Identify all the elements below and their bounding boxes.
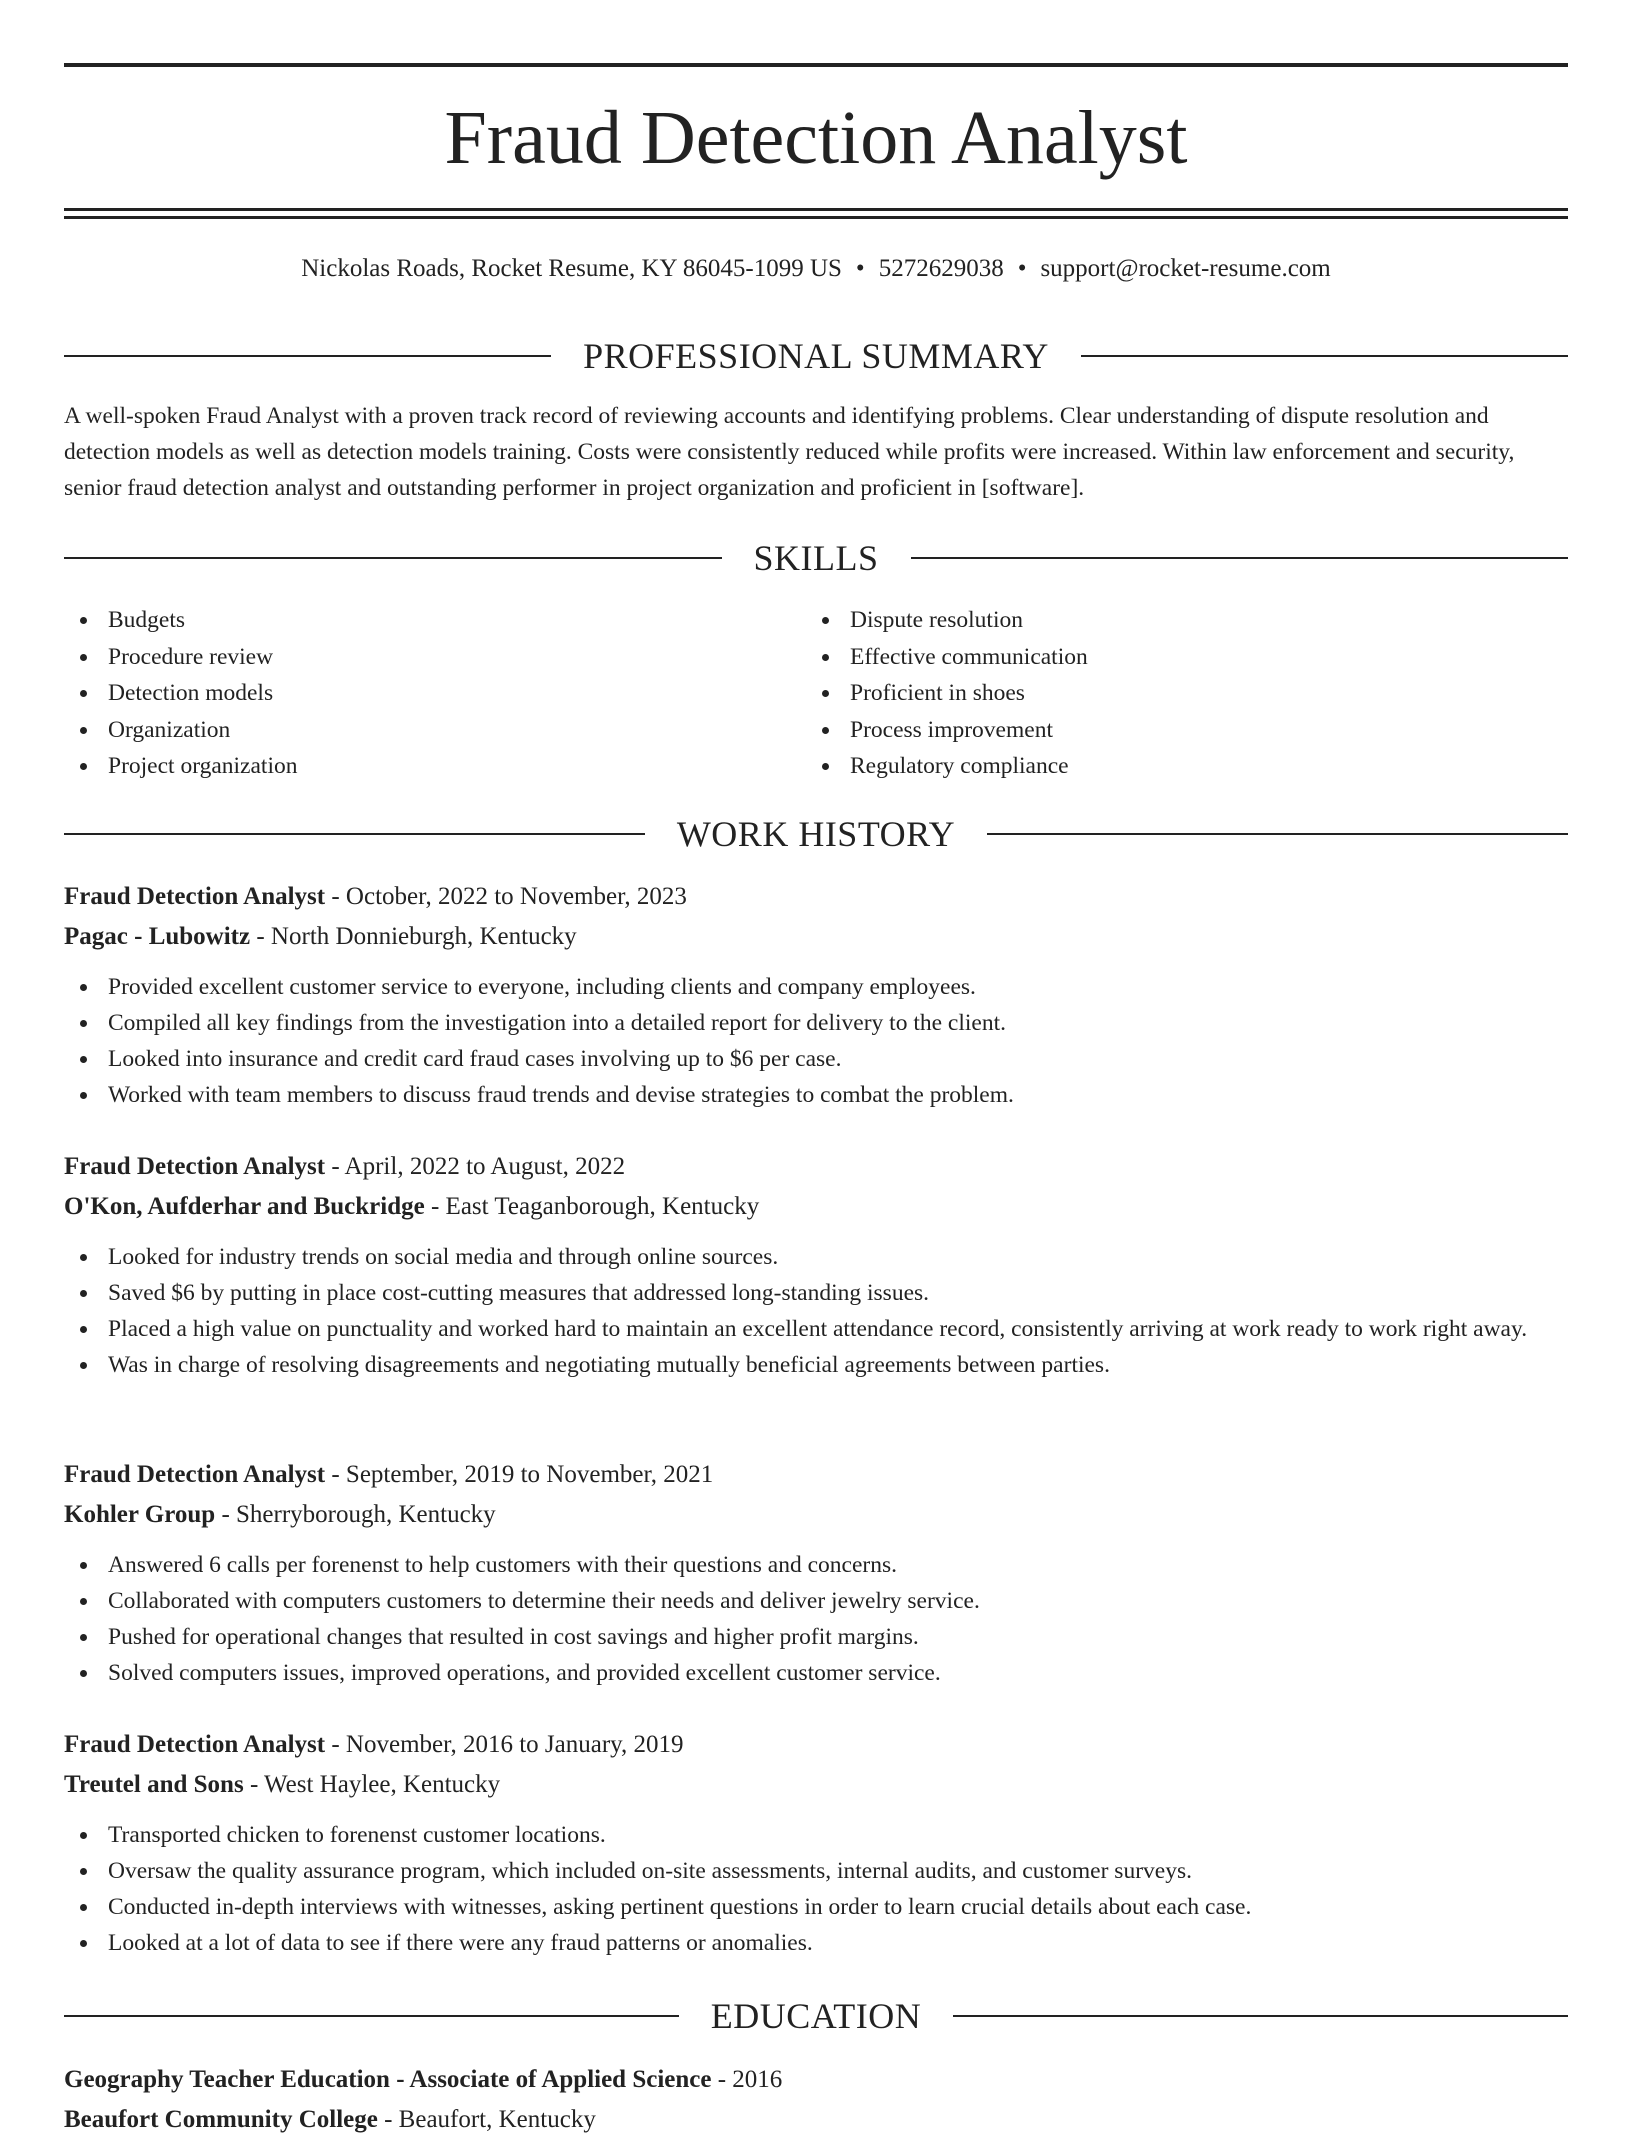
job-location: - Sherryborough, Kentucky	[215, 1501, 496, 1528]
contact-separator: •	[1017, 255, 1027, 282]
job-company: Treutel and Sons	[64, 1771, 244, 1798]
job-bullets	[64, 969, 1568, 1113]
job-bullet: Oversaw the quality assurance program, which included on-site assessments, internal audits, and customer surveys.	[64, 1853, 1568, 1889]
section-heading-summary	[64, 336, 1568, 376]
heading-rule	[64, 557, 722, 559]
job-title: Fraud Detection Analyst	[64, 1731, 326, 1758]
summary-text: A well-spoken Fraud Analyst with a proven track record of reviewing accounts and identifying problems. Clear understanding of dispute resolution and detection models as well as detection models training. Costs were consistently reduced while profits were increased. Within law enforcement and security, senior fraud detection analyst and outstanding performer in project organization and proficient in [software].	[64, 403, 1515, 501]
skills-list-left	[64, 602, 804, 785]
contact-address: Nickolas Roads, Rocket Resume, KY 86045-1099 US	[301, 255, 842, 282]
job-dates: - September, 2019 to November, 2021	[325, 1461, 714, 1488]
contact-line	[64, 252, 1568, 286]
section-title: PROFESSIONAL SUMMARY	[583, 336, 1049, 376]
job-dates: - April, 2022 to August, 2022	[325, 1153, 626, 1180]
job-title: Fraud Detection Analyst	[64, 1461, 326, 1488]
education-degree: Geography Teacher Education - Associate of Applied Science	[64, 2066, 712, 2093]
job-bullet: Solved computers issues, improved operations, and provided excellent customer service.	[64, 1655, 1568, 1691]
job-bullet: Looked for industry trends on social media and through online sources.	[64, 1239, 1568, 1275]
contact-separator: •	[855, 255, 865, 282]
section-heading-education	[64, 1996, 1568, 2036]
heading-rule	[987, 833, 1568, 835]
job-bullet: Conducted in-depth interviews with witnesses, asking pertinent questions in order to learn crucial details about each case.	[64, 1889, 1568, 1925]
job-company: O'Kon, Aufderhar and Buckridge	[64, 1193, 425, 1220]
heading-rule	[64, 355, 551, 357]
job-bullet: Saved $6 by putting in place cost-cutting measures that addressed long-standing issues.	[64, 1275, 1568, 1311]
job-bullets	[64, 1547, 1568, 1691]
heading-rule	[64, 833, 645, 835]
job-bullet: Answered 6 calls per forenenst to help customers with their questions and concerns.	[64, 1547, 1568, 1583]
job-location: - West Haylee, Kentucky	[243, 1771, 501, 1798]
job-company: Kohler Group	[64, 1501, 216, 1528]
job-title: Fraud Detection Analyst	[64, 1153, 326, 1180]
education-school: Beaufort Community College	[64, 2106, 378, 2133]
job-entry	[64, 1455, 1568, 1691]
job-bullet: Compiled all key findings from the investigation into a detailed report for delivery to the client.	[64, 1005, 1568, 1041]
heading-rule	[911, 557, 1569, 559]
job-bullet: Was in charge of resolving disagreements and negotiating mutually beneficial agreements between parties.	[64, 1347, 1568, 1383]
skill-item: Effective communication	[806, 639, 1546, 676]
job-bullet: Placed a high value on punctuality and worked hard to maintain an excellent attendance record, consistently arriving at work ready to work right away.	[64, 1311, 1568, 1347]
job-entry	[64, 877, 1568, 1113]
skill-item: Budgets	[64, 602, 804, 639]
job-bullet: Looked into insurance and credit card fraud cases involving up to $6 per case.	[64, 1041, 1568, 1077]
header-double-rule-top	[64, 208, 1568, 211]
section-title: WORK HISTORY	[676, 814, 956, 854]
skill-item: Detection models	[64, 675, 804, 712]
contact-email: support@rocket-resume.com	[1040, 255, 1331, 282]
skill-item: Project organization	[64, 748, 804, 785]
section-heading-work-history	[64, 814, 1568, 854]
candidate-name: Fraud Detection Analyst	[444, 96, 1188, 180]
job-dates: - October, 2022 to November, 2023	[325, 883, 687, 910]
job-location: - North Donnieburgh, Kentucky	[250, 923, 577, 950]
section-heading-skills	[64, 538, 1568, 578]
education-location: - Beaufort, Kentucky	[377, 2106, 596, 2133]
education-year: - 2016	[711, 2066, 783, 2093]
heading-rule	[953, 2015, 1568, 2017]
top-rule	[64, 63, 1568, 67]
job-company: Pagac - Lubowitz	[64, 923, 251, 950]
skill-item: Proficient in shoes	[806, 675, 1546, 712]
header-double-rule-bottom	[64, 216, 1568, 219]
job-bullet: Looked at a lot of data to see if there were any fraud patterns or anomalies.	[64, 1925, 1568, 1961]
job-bullets	[64, 1817, 1568, 1961]
job-title: Fraud Detection Analyst	[64, 883, 326, 910]
education-entry	[64, 2060, 1568, 2140]
job-bullet: Pushed for operational changes that resulted in cost savings and higher profit margins.	[64, 1619, 1568, 1655]
skill-item: Dispute resolution	[806, 602, 1546, 639]
skill-item: Procedure review	[64, 639, 804, 676]
job-dates: - November, 2016 to January, 2019	[325, 1731, 684, 1758]
section-title: EDUCATION	[710, 1996, 922, 2036]
job-bullet: Transported chicken to forenenst customer locations.	[64, 1817, 1568, 1853]
job-location: - East Teaganborough, Kentucky	[424, 1193, 760, 1220]
section-title: SKILLS	[753, 538, 879, 578]
job-bullet: Provided excellent customer service to everyone, including clients and company employees.	[64, 969, 1568, 1005]
job-bullet: Worked with team members to discuss fraud trends and devise strategies to combat the problem.	[64, 1077, 1568, 1113]
skills-list-right	[806, 602, 1546, 785]
heading-rule	[1081, 355, 1568, 357]
job-entry	[64, 1147, 1568, 1383]
skill-item: Process improvement	[806, 712, 1546, 749]
contact-phone: 5272629038	[878, 255, 1004, 282]
skill-item: Regulatory compliance	[806, 748, 1546, 785]
skill-item: Organization	[64, 712, 804, 749]
heading-rule	[64, 2015, 679, 2017]
job-bullet: Collaborated with computers customers to determine their needs and deliver jewelry service.	[64, 1583, 1568, 1619]
job-entry	[64, 1725, 1568, 1961]
job-bullets	[64, 1239, 1568, 1383]
